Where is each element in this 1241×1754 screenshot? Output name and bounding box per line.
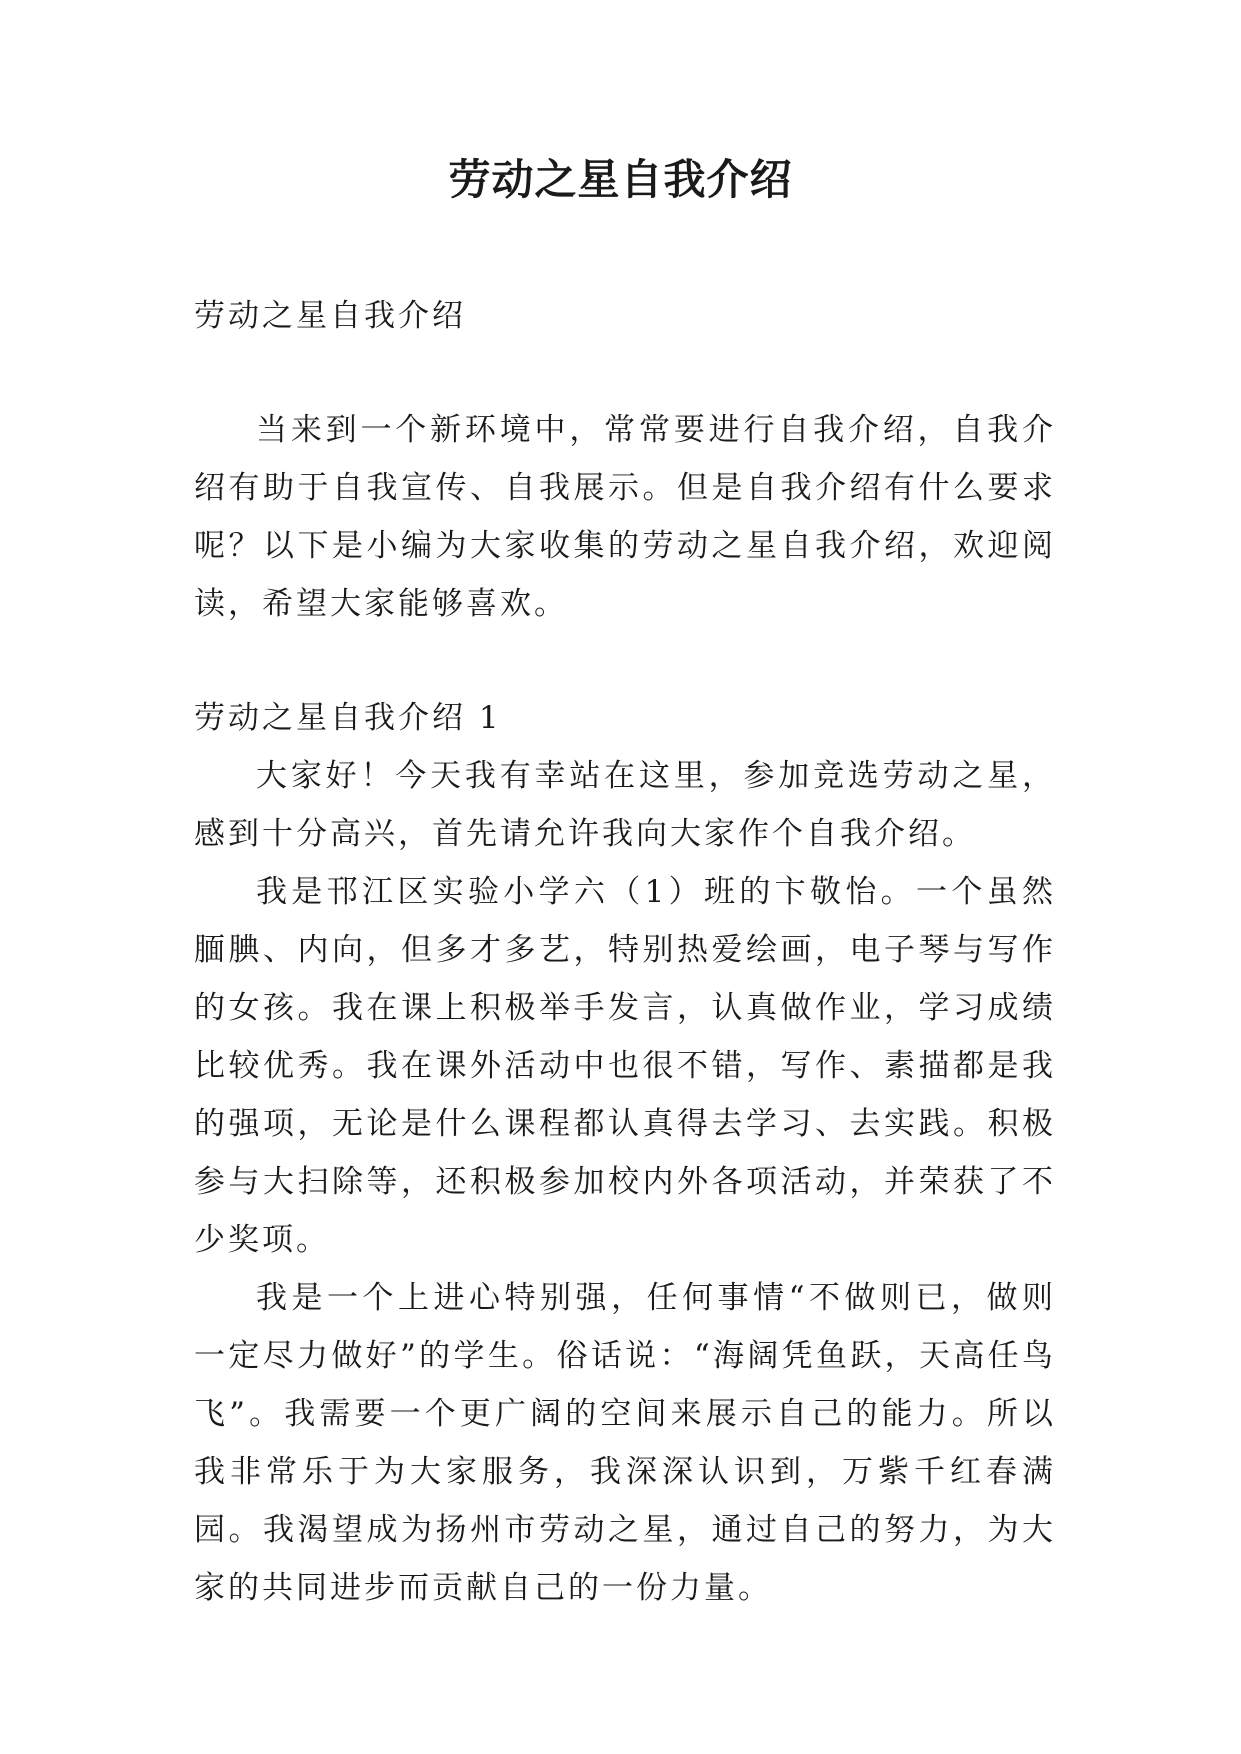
section-heading: 劳动之星自我介绍 1 (194, 700, 502, 736)
body-paragraph-2: 我是邗江区实验小学六（1）班的卞敬怡。一个虽然腼腆、内向，但多才多艺，特别热爱绘画，电子琴与写作的女孩。我在课上积极举手发言，认真做作业，学习成绩比较优秀。我在课外活动中也很不错，写作、素描都是我的强项，无论是什么课程都认真得去学习、去实践。积极参与大扫除等，还积极参加校内外各项活动，并荣获了不少奖项。 (194, 874, 1056, 1258)
body-paragraph-3: 我是一个上进心特别强，任何事情“不做则已，做则一定尽力做好”的学生。俗话说：“海阔凭鱼跃，天高任鸟飞”。我需要一个更广阔的空间来展示自己的能力。所以我非常乐于为大家服务，我深深认识到，万紫千红春满园。我渴望成为扬州市劳动之星，通过自己的努力，为大家的共同进步而贡献自己的一份力量。 (194, 1280, 1056, 1606)
document-subtitle: 劳动之星自我介绍 (194, 298, 466, 334)
page-title: 劳动之星自我介绍 (448, 155, 793, 204)
intro-paragraph: 当来到一个新环境中，常常要进行自我介绍，自我介绍有助于自我宣传、自我展示。但是自我介绍有什么要求呢？以下是小编为大家收集的劳动之星自我介绍，欢迎阅读，希望大家能够喜欢。 (194, 412, 1056, 622)
document-body (194, 287, 1056, 1617)
intro-block (194, 401, 1056, 633)
body-paragraph-1: 大家好！今天我有幸站在这里，参加竞选劳动之星，感到十分高兴，首先请允许我向大家作个自我介绍。 (194, 758, 1056, 852)
